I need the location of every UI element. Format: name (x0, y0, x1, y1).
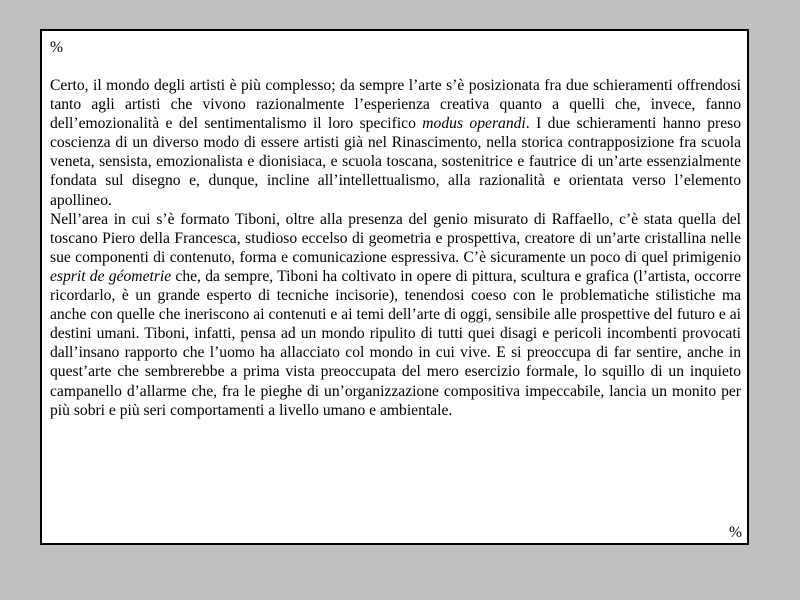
paragraph-1-text-b: . I due schieramenti hanno preso coscienza di un diverso modo di essere artisti già nel Rinascimento, nella storica contrapposizione fra scuola veneta, sensista, emozionalista e dionisiaca, e scuola toscana, sostenitrice e fautrice di un’arte essenzialmente fondata sul disegno e, dunque, incline all’intellettualismo, alla razionalità e orientata verso l’elemento apollineo. (50, 115, 741, 209)
top-percent-marker: % (50, 39, 63, 56)
paragraph-1-text-a: Certo, il mondo degli artisti è più complesso; da sempre l’arte s’è posizionata fra due schieramenti offrendosi tanto agli artisti che vivono razionalmente l’esperienza creativa quanto a quelli che, invece, fanno dell’emozionalità e del sentimentalismo il loro specifico (50, 77, 741, 133)
text-page (40, 29, 749, 545)
paragraph-2 (50, 210, 741, 420)
paragraph-1 (50, 76, 741, 210)
bottom-percent-marker: % (729, 523, 742, 541)
paragraph-2-italic-esprit: esprit de géometrie (50, 267, 172, 285)
blank-line (50, 57, 741, 76)
paragraph-2-text-b: che, da sempre, Tiboni ha coltivato in opere di pittura, scultura e grafica (l’artista, occorre ricordarlo, è un grande esperto di tecniche incisorie), tenendosi coeso con le problematiche stilistiche ma anche con quelle che ineriscono ai contenuti e ai temi dell’arte di oggi, sensibile alle prospettive del futuro e ai destini umani. Tiboni, infatti, pensa ad un mondo ripulito di tutti quei disagi e pericoli incombenti provocati dall’insano rapporto che l’uomo ha allacciato col mondo in cui vive. E si preoccupa di far sentire, anche in quest’arte che sembrerebbe a prima vista preoccupata del mero esercizio formale, lo squillo di un inquieto campanello d’allarme che, fra le pieghe di un’organizzazione compositiva impeccabile, lancia un monito per più sobri e più seri comportamenti a livello umano e ambientale. (50, 267, 741, 419)
paragraph-2-text-a: Nell’area in cui s’è formato Tiboni, oltre alla presenza del genio misurato di Raffaello, c’è stata quella del toscano Piero della Francesca, studioso eccelso di geometria e prospettiva, creatore di un’arte cristallina nelle sue componenti di contenuto, forma e comunicazione espressiva. C’è sicuramente un poco di quel primigenio (50, 210, 741, 266)
paragraph-1-italic-modus-operandi: modus operandi (422, 115, 526, 133)
